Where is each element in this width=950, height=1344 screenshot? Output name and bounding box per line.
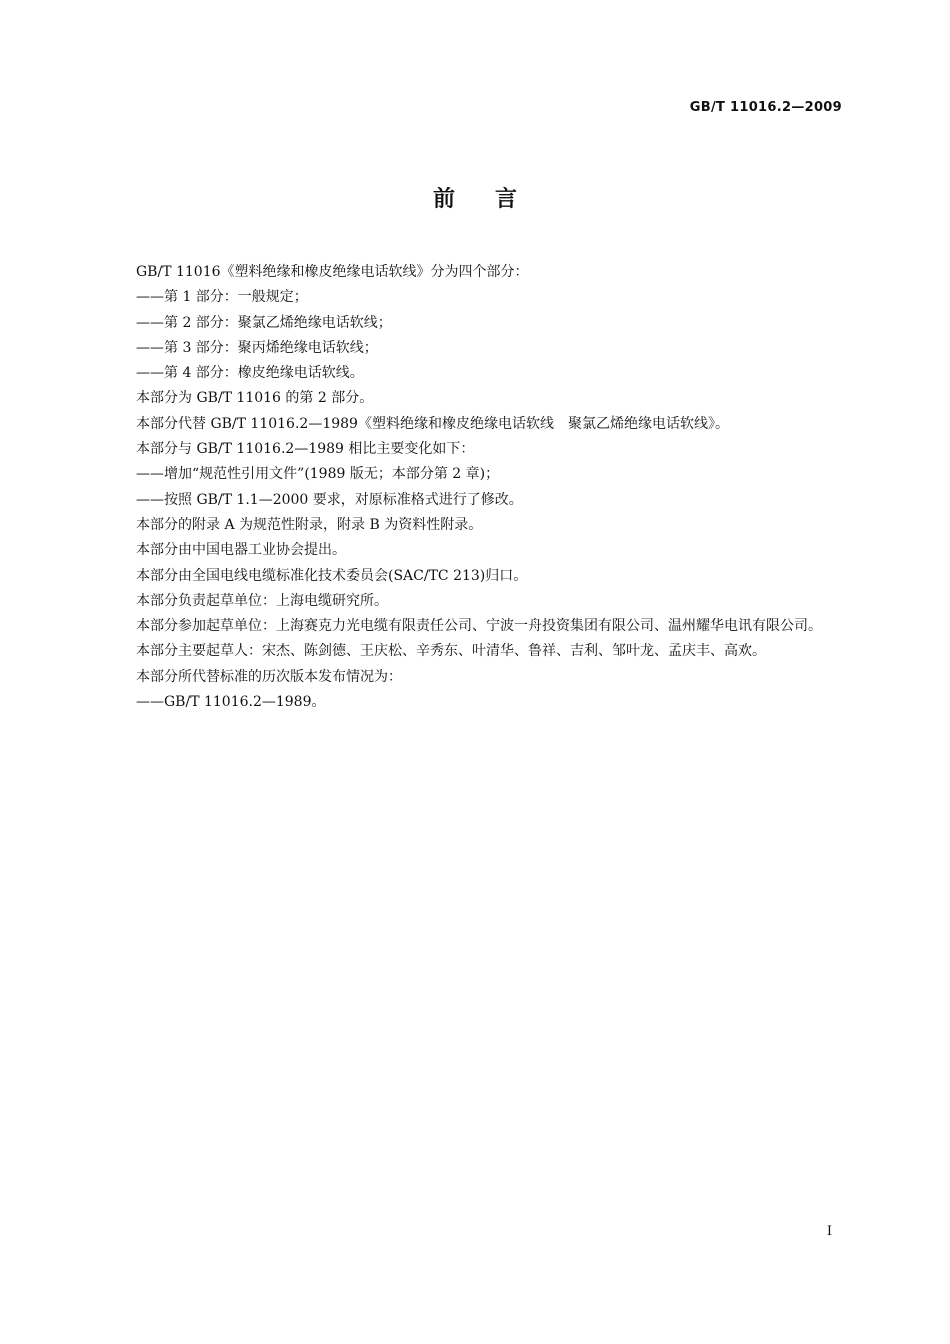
foreword-body <box>108 260 844 715</box>
paragraph-part-4: ——第 4 部分：橡皮绝缘电话软线。 <box>136 365 364 382</box>
paragraph-changes-intro: 本部分与 GB/T 11016.2—1989 相比主要变化如下： <box>136 441 475 458</box>
paragraph-this-part: 本部分为 GB/T 11016 的第 2 部分。 <box>136 390 374 407</box>
paragraph-drafters: 本部分主要起草人：宋杰、陈剑德、王庆松、辛秀东、叶清华、鲁祥、吉利、邹叶龙、孟庆丰、高欢。 <box>136 643 766 660</box>
paragraph-proposed-by: 本部分由中国电器工业协会提出。 <box>136 542 346 559</box>
page-number: I <box>826 1224 832 1239</box>
standard-code: GB/T 11016.2—2009 <box>689 100 842 115</box>
paragraph-part-2: ——第 2 部分：聚氯乙烯绝缘电话软线； <box>136 314 392 331</box>
paragraph-part-1: ——第 1 部分：一般规定； <box>136 289 308 306</box>
paragraph-drafting-unit: 本部分负责起草单位：上海电缆研究所。 <box>136 592 388 609</box>
paragraph-history-intro: 本部分所代替标准的历次版本发布情况为： <box>136 668 402 685</box>
paragraph-change-1: ——增加“规范性引用文件”(1989 版无；本部分第 2 章)； <box>136 466 500 483</box>
paragraph-centralized-by: 本部分由全国电线电缆标准化技术委员会(SAC/TC 213)归口。 <box>136 567 528 584</box>
paragraph-parts-intro: GB/T 11016《塑料绝缘和橡皮绝缘电话软线》分为四个部分： <box>136 264 529 280</box>
paragraph-history-item: ——GB/T 11016.2—1989。 <box>136 694 326 711</box>
paragraph-part-3: ——第 3 部分：聚丙烯绝缘电话软线； <box>136 339 378 356</box>
paragraph-change-2: ——按照 GB/T 1.1—2000 要求，对原标准格式进行了修改。 <box>136 491 523 508</box>
page-title: 前言 <box>432 187 557 212</box>
paragraph-participating-units: 本部分参加起草单位：上海赛克力光电缆有限责任公司、宁波一舟投资集团有限公司、温州耀华电讯有限公司。 <box>136 618 822 635</box>
paragraph-replaces: 本部分代替 GB/T 11016.2—1989《塑料绝缘和橡皮绝缘电话软线 聚氯乙烯绝缘电话软线》。 <box>136 415 729 432</box>
paragraph-annexes: 本部分的附录 A 为规范性附录，附录 B 为资料性附录。 <box>136 516 483 533</box>
